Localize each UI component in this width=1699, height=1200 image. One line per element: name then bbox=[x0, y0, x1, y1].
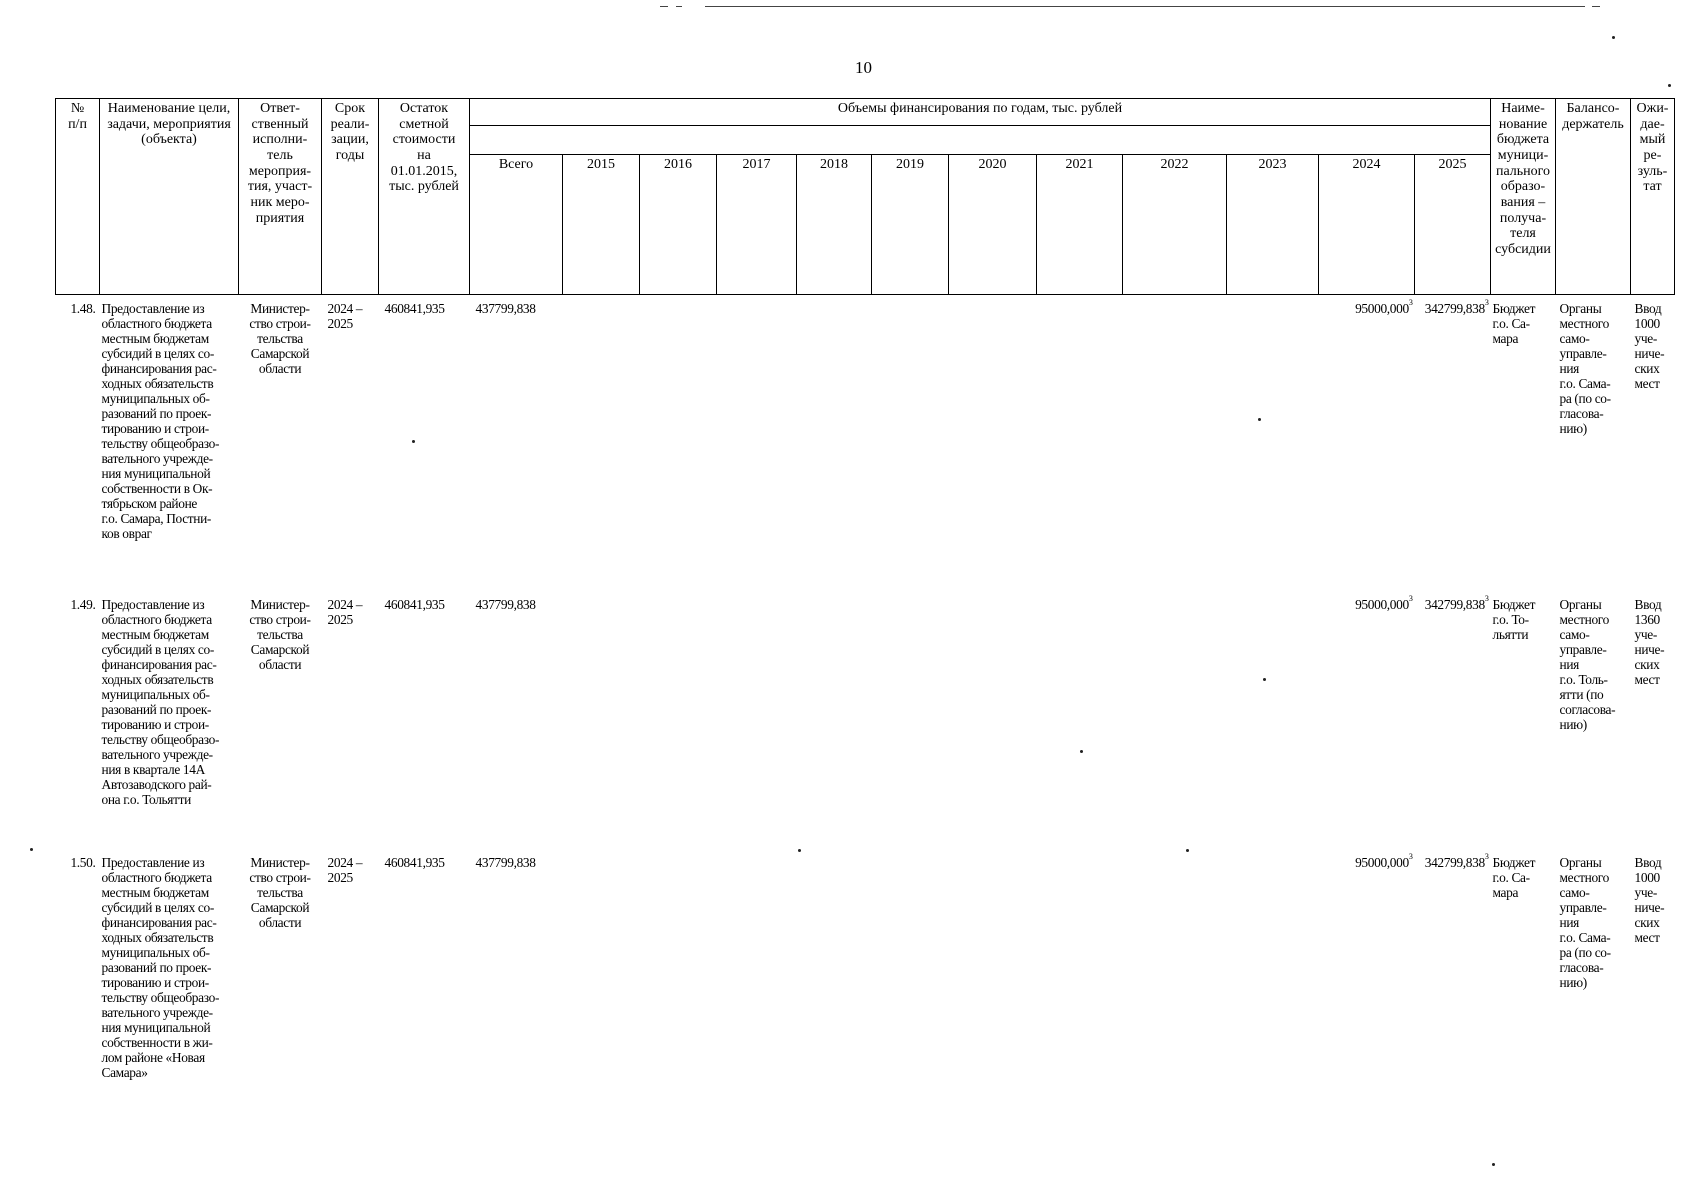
row-2024: 95000,000$^3$ bbox=[1355, 298, 1413, 316]
row-2024: 95000,000$^3$ bbox=[1355, 851, 1413, 870]
row-name: Предоставление из областного бюджета местным бюджетам субсидий в целях со- финансирования рас- ходных обязательств муниципальных об- разований по проек- тированию и строи- тельству общеобразо- вательного учрежде- ния в квартале 14А Автозаводского рай- она г.о. Тольятти bbox=[101, 596, 220, 807]
row-result: Ввод 1000 уче- ниче- ских мест bbox=[1634, 301, 1665, 391]
table-row bbox=[56, 849, 1675, 1127]
header-name: Наименование цели, задачи, мероприятия (объекта) bbox=[100, 99, 239, 295]
row-budget: Бюджет г.о. То- льятти bbox=[1492, 596, 1536, 642]
header-total: Всего bbox=[470, 155, 563, 295]
header-remaining-cost: Остаток сметной стоимости на 01.01.2015, тыс. рублей bbox=[379, 99, 470, 295]
row-name: Предоставление из областного бюджета местным бюджетам субсидий в целях со- финансирования рас- ходных обязательств муниципальных об- разований по проек- тированию и строи- тельству общеобразо- вательного учрежде- ния муниципальной собственности в жи- лом районе «Новая Самара» bbox=[101, 854, 220, 1080]
row-remaining-cost: 460841,935 bbox=[384, 301, 445, 316]
scan-speck bbox=[1492, 1163, 1495, 1166]
header-year: 2025 bbox=[1415, 155, 1491, 295]
table-row bbox=[56, 591, 1675, 849]
row-total: 437799,838 bbox=[475, 596, 536, 612]
scan-line bbox=[660, 6, 668, 7]
page-number: 10 bbox=[855, 58, 872, 77]
row-holder: Органы местного само- управле- ния г.о. Сама- ра (по со- гласова- нию) bbox=[1559, 854, 1611, 990]
header-year: 2016 bbox=[640, 155, 717, 295]
header-year: 2017 bbox=[717, 155, 797, 295]
header-result: Ожи- дае- мый ре- зуль- тат bbox=[1631, 99, 1675, 295]
scan-line bbox=[705, 6, 1585, 7]
row-budget: Бюджет г.о. Са- мара bbox=[1492, 854, 1536, 900]
row-remaining-cost: 460841,935 bbox=[384, 854, 445, 870]
row-result: Ввод 1360 уче- ниче- ских мест bbox=[1634, 596, 1665, 687]
row-executor: Министер- ство строи- тельства Самарской области bbox=[249, 596, 311, 672]
row-executor: Министер- ство строи- тельства Самарской области bbox=[249, 854, 311, 930]
scan-speck bbox=[1668, 84, 1671, 87]
row-total: 437799,838 bbox=[475, 854, 536, 870]
row-number: 1.50. bbox=[70, 854, 96, 870]
header-year: 2015 bbox=[563, 155, 640, 295]
header-budget: Наиме- нование бюджета муници- пального образо- вания – получа- теля субсидии bbox=[1491, 99, 1556, 295]
row-2025: 342799,838$^3$ bbox=[1424, 851, 1489, 870]
row-term: 2024 – 2025 bbox=[327, 596, 363, 627]
row-holder: Органы местного само- управле- ния г.о. Толь- ятти (по согласова- нию) bbox=[1559, 596, 1616, 732]
row-holder: Органы местного само- управле- ния г.о. Сама- ра (по со- гласова- нию) bbox=[1559, 301, 1611, 436]
row-executor: Министер- ство строи- тельства Самарской области bbox=[249, 301, 311, 376]
header-term: Срок реали- зации, годы bbox=[322, 99, 379, 295]
row-2025: 342799,838$^3$ bbox=[1424, 593, 1489, 612]
row-2025: 342799,838$^3$ bbox=[1424, 298, 1489, 316]
header-executor: Ответ- ственный исполни- тель мероприя- тия, участ- ник меро- приятия bbox=[239, 99, 322, 295]
header-year: 2019 bbox=[872, 155, 949, 295]
row-number: 1.48. bbox=[70, 301, 96, 316]
header-year: 2023 bbox=[1227, 155, 1319, 295]
row-term: 2024 – 2025 bbox=[327, 854, 363, 885]
header-holder: Балансо- держатель bbox=[1556, 99, 1631, 295]
header-funding: Объемы финансирования по годам, тыс. рублей bbox=[470, 99, 1491, 126]
header-year: 2018 bbox=[797, 155, 872, 295]
header-funding-spacer bbox=[470, 126, 1491, 155]
scan-speck bbox=[1612, 36, 1615, 39]
row-budget: Бюджет г.о. Са- мара bbox=[1492, 301, 1536, 346]
row-2024: 95000,000$^3$ bbox=[1355, 593, 1413, 612]
financing-table bbox=[55, 98, 1675, 1127]
header-year: 2020 bbox=[949, 155, 1037, 295]
row-name: Предоставление из областного бюджета местным бюджетам субсидий в целях со- финансирования рас- ходных обязательств муниципальных об- разований по проек- тированию и строи- тельству общеобразо- вательного учрежде- ния муниципальной собственности в Ок- тябрьском районе г.о. Самара, Постни- ков овраг bbox=[101, 301, 220, 541]
row-remaining-cost: 460841,935 bbox=[384, 596, 445, 612]
header-year: 2021 bbox=[1037, 155, 1123, 295]
row-term: 2024 – 2025 bbox=[327, 301, 363, 331]
header-year: 2024 bbox=[1319, 155, 1415, 295]
table-header bbox=[56, 99, 1675, 295]
header-num: № п/п bbox=[56, 99, 100, 295]
row-total: 437799,838 bbox=[475, 301, 536, 316]
header-year: 2022 bbox=[1123, 155, 1227, 295]
row-result: Ввод 1000 уче- ниче- ских мест bbox=[1634, 854, 1665, 945]
row-number: 1.49. bbox=[70, 596, 96, 612]
scan-line bbox=[676, 6, 682, 7]
table-row bbox=[56, 295, 1675, 591]
scan-line bbox=[1592, 6, 1600, 7]
scan-speck bbox=[30, 848, 33, 851]
